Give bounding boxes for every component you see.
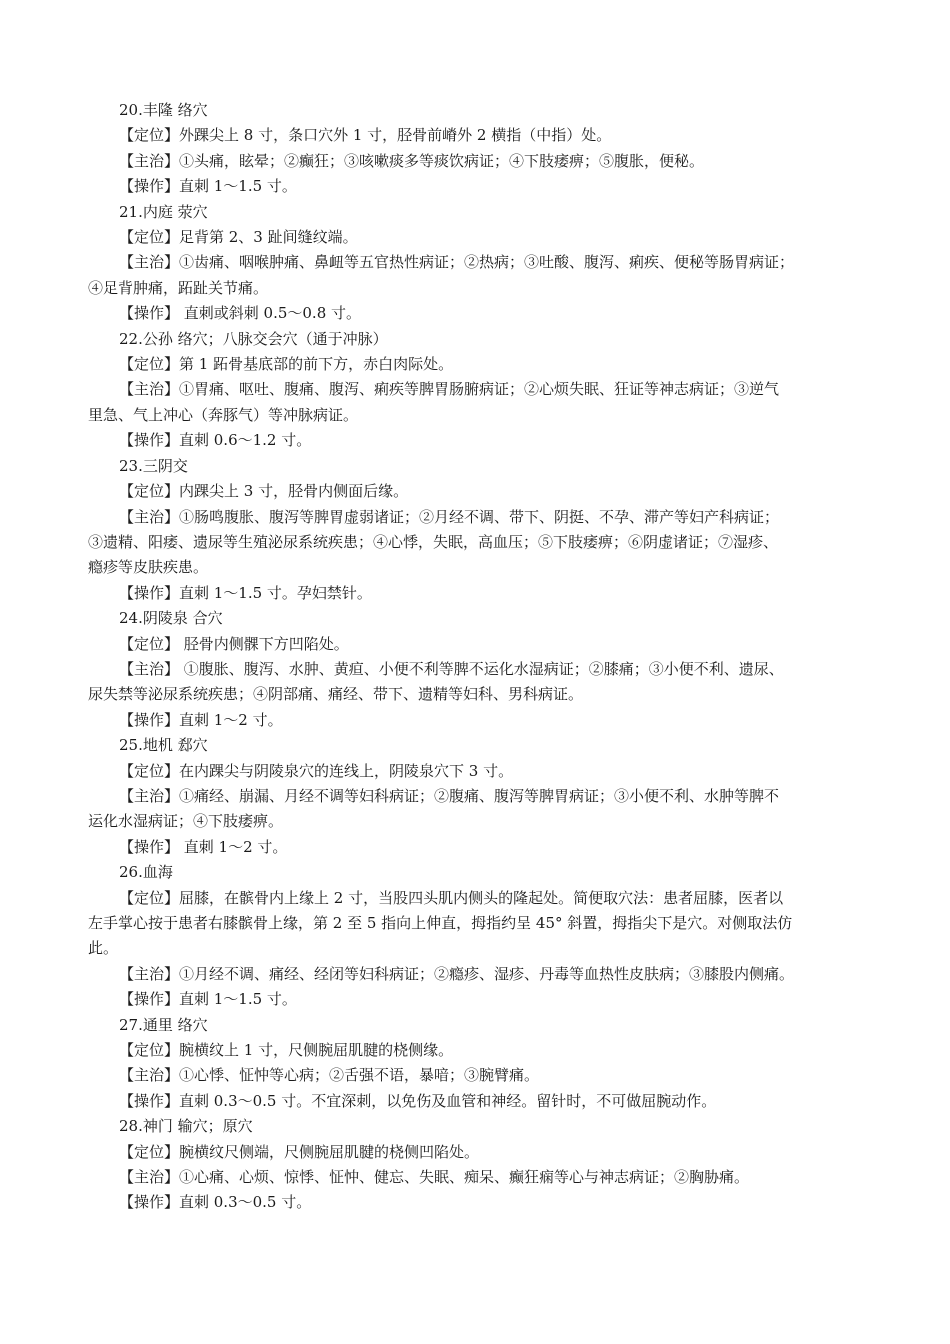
indications-line: 【主治】①胃痛、呕吐、腹痛、腹泻、痢疾等脾胃肠腑病证；②心烦失眠、狂证等神志病证；③逆气 <box>119 380 780 399</box>
section-heading: 25.地机 郄穴 <box>119 736 208 755</box>
operation-line: 【操作】 直刺 1～2 寸。 <box>119 837 288 856</box>
indications-continuation: 瘾疹等皮肤疾患。 <box>88 558 209 577</box>
location-line: 【定位】足背第 2、3 趾间缝纹端。 <box>119 228 358 247</box>
section-heading: 26.血海 <box>119 863 173 882</box>
indications-line: 【主治】①月经不调、痛经、经闭等妇科病证；②瘾疹、湿疹、丹毒等血热性皮肤病；③膝股内侧痛。 <box>119 964 795 983</box>
operation-line: 【操作】直刺 1～1.5 寸。 <box>119 990 297 1009</box>
section-heading: 27.通里 络穴 <box>119 1015 208 1034</box>
location-line: 【定位】腕横纹尺侧端，尺侧腕屈肌腱的桡侧凹陷处。 <box>119 1142 480 1161</box>
location-line: 【定位】在内踝尖与阴陵泉穴的连线上，阴陵泉穴下 3 寸。 <box>119 761 514 780</box>
indications-line: 【主治】①齿痛、咽喉肿痛、鼻衄等五官热性病证；②热病；③吐酸、腹泻、痢疾、便秘等肠胃病证； <box>119 253 795 272</box>
operation-line: 【操作】直刺 0.3～0.5 寸。不宜深刺，以免伤及血管和神经。留针时，不可做屈腕动作。 <box>119 1091 717 1110</box>
indications-continuation: 里急、气上冲心（奔豚气）等冲脉病证。 <box>88 405 359 424</box>
location-line: 【定位】屈膝，在髌骨内上缘上 2 寸，当股四头肌内侧头的隆起处。简便取穴法：患者屈膝，医者以 <box>119 888 784 907</box>
indications-continuation: ④足背肿痛，跖趾关节痛。 <box>88 278 269 297</box>
location-line: 【定位】外踝尖上 8 寸，条口穴外 1 寸，胫骨前嵴外 2 横指（中指）处。 <box>119 126 612 145</box>
operation-line: 【操作】直刺 1～1.5 寸。 <box>119 177 297 196</box>
section-heading: 21.内庭 荥穴 <box>119 202 208 221</box>
operation-line: 【操作】直刺 1～2 寸。 <box>119 710 283 729</box>
location-line: 【定位】第 1 跖骨基底部的前下方，赤白肉际处。 <box>119 355 454 374</box>
indications-line: 【主治】①痛经、崩漏、月经不调等妇科病证；②腹痛、腹泻等脾胃病证；③小便不利、水肿等脾不 <box>119 786 780 805</box>
indications-line: 【主治】①心悸、怔忡等心病；②舌强不语，暴喑；③腕臂痛。 <box>119 1066 540 1085</box>
section-heading: 24.阴陵泉 合穴 <box>119 609 223 628</box>
section-heading: 23.三阴交 <box>119 456 188 475</box>
section-heading: 22.公孙 络穴；八脉交会穴（通于冲脉） <box>119 329 388 348</box>
operation-line: 【操作】直刺 0.3～0.5 寸。 <box>119 1193 312 1212</box>
indications-continuation: 运化水湿病证；④下肢痿痹。 <box>88 812 284 831</box>
section-heading: 20.丰隆 络穴 <box>119 101 208 119</box>
location-line: 【定位】腕横纹上 1 寸，尺侧腕屈肌腱的桡侧缘。 <box>119 1041 454 1060</box>
location-line: 【定位】 胫骨内侧髁下方凹陷处。 <box>119 634 349 653</box>
indications-continuation: 尿失禁等泌尿系统疾患；④阴部痛、痛经、带下、遗精等妇科、男科病证。 <box>88 685 584 704</box>
location-continuation: 此。 <box>88 939 119 958</box>
indications-line: 【主治】①心痛、心烦、惊悸、怔忡、健忘、失眠、痴呆、癫狂痫等心与神志病证；②胸胁痛。 <box>119 1168 750 1187</box>
indications-line: 【主治】①头痛，眩晕；②癫狂；③咳嗽痰多等痰饮病证；④下肢痿痹；⑤腹胀，便秘。 <box>119 151 705 170</box>
indications-line: 【主治】①肠鸣腹胀、腹泻等脾胃虚弱诸证；②月经不调、带下、阴挺、不孕、滞产等妇产科病证； <box>119 507 780 526</box>
location-line: 【定位】内踝尖上 3 寸，胫骨内侧面后缘。 <box>119 482 409 501</box>
operation-line: 【操作】直刺 1～1.5 寸。孕妇禁针。 <box>119 583 372 602</box>
location-continuation: 左手掌心按于患者右膝髌骨上缘，第 2 至 5 指向上伸直，拇指约呈 45° 斜置，拇指尖下是穴。对侧取法仿 <box>88 914 793 932</box>
indications-continuation: ③遗精、阳痿、遗尿等生殖泌尿系统疾患；④心悸，失眠，高血压；⑤下肢痿痹；⑥阴虚诸证；⑦湿疹、 <box>88 532 779 551</box>
indications-line: 【主治】 ①腹胀、腹泻、水肿、黄疸、小便不利等脾不运化水湿病证；②膝痛；③小便不利、遗尿、 <box>119 659 784 678</box>
section-heading: 28.神门 输穴；原穴 <box>119 1117 253 1136</box>
operation-line: 【操作】 直刺或斜刺 0.5～0.8 寸。 <box>119 304 362 323</box>
operation-line: 【操作】直刺 0.6～1.2 寸。 <box>119 431 312 450</box>
